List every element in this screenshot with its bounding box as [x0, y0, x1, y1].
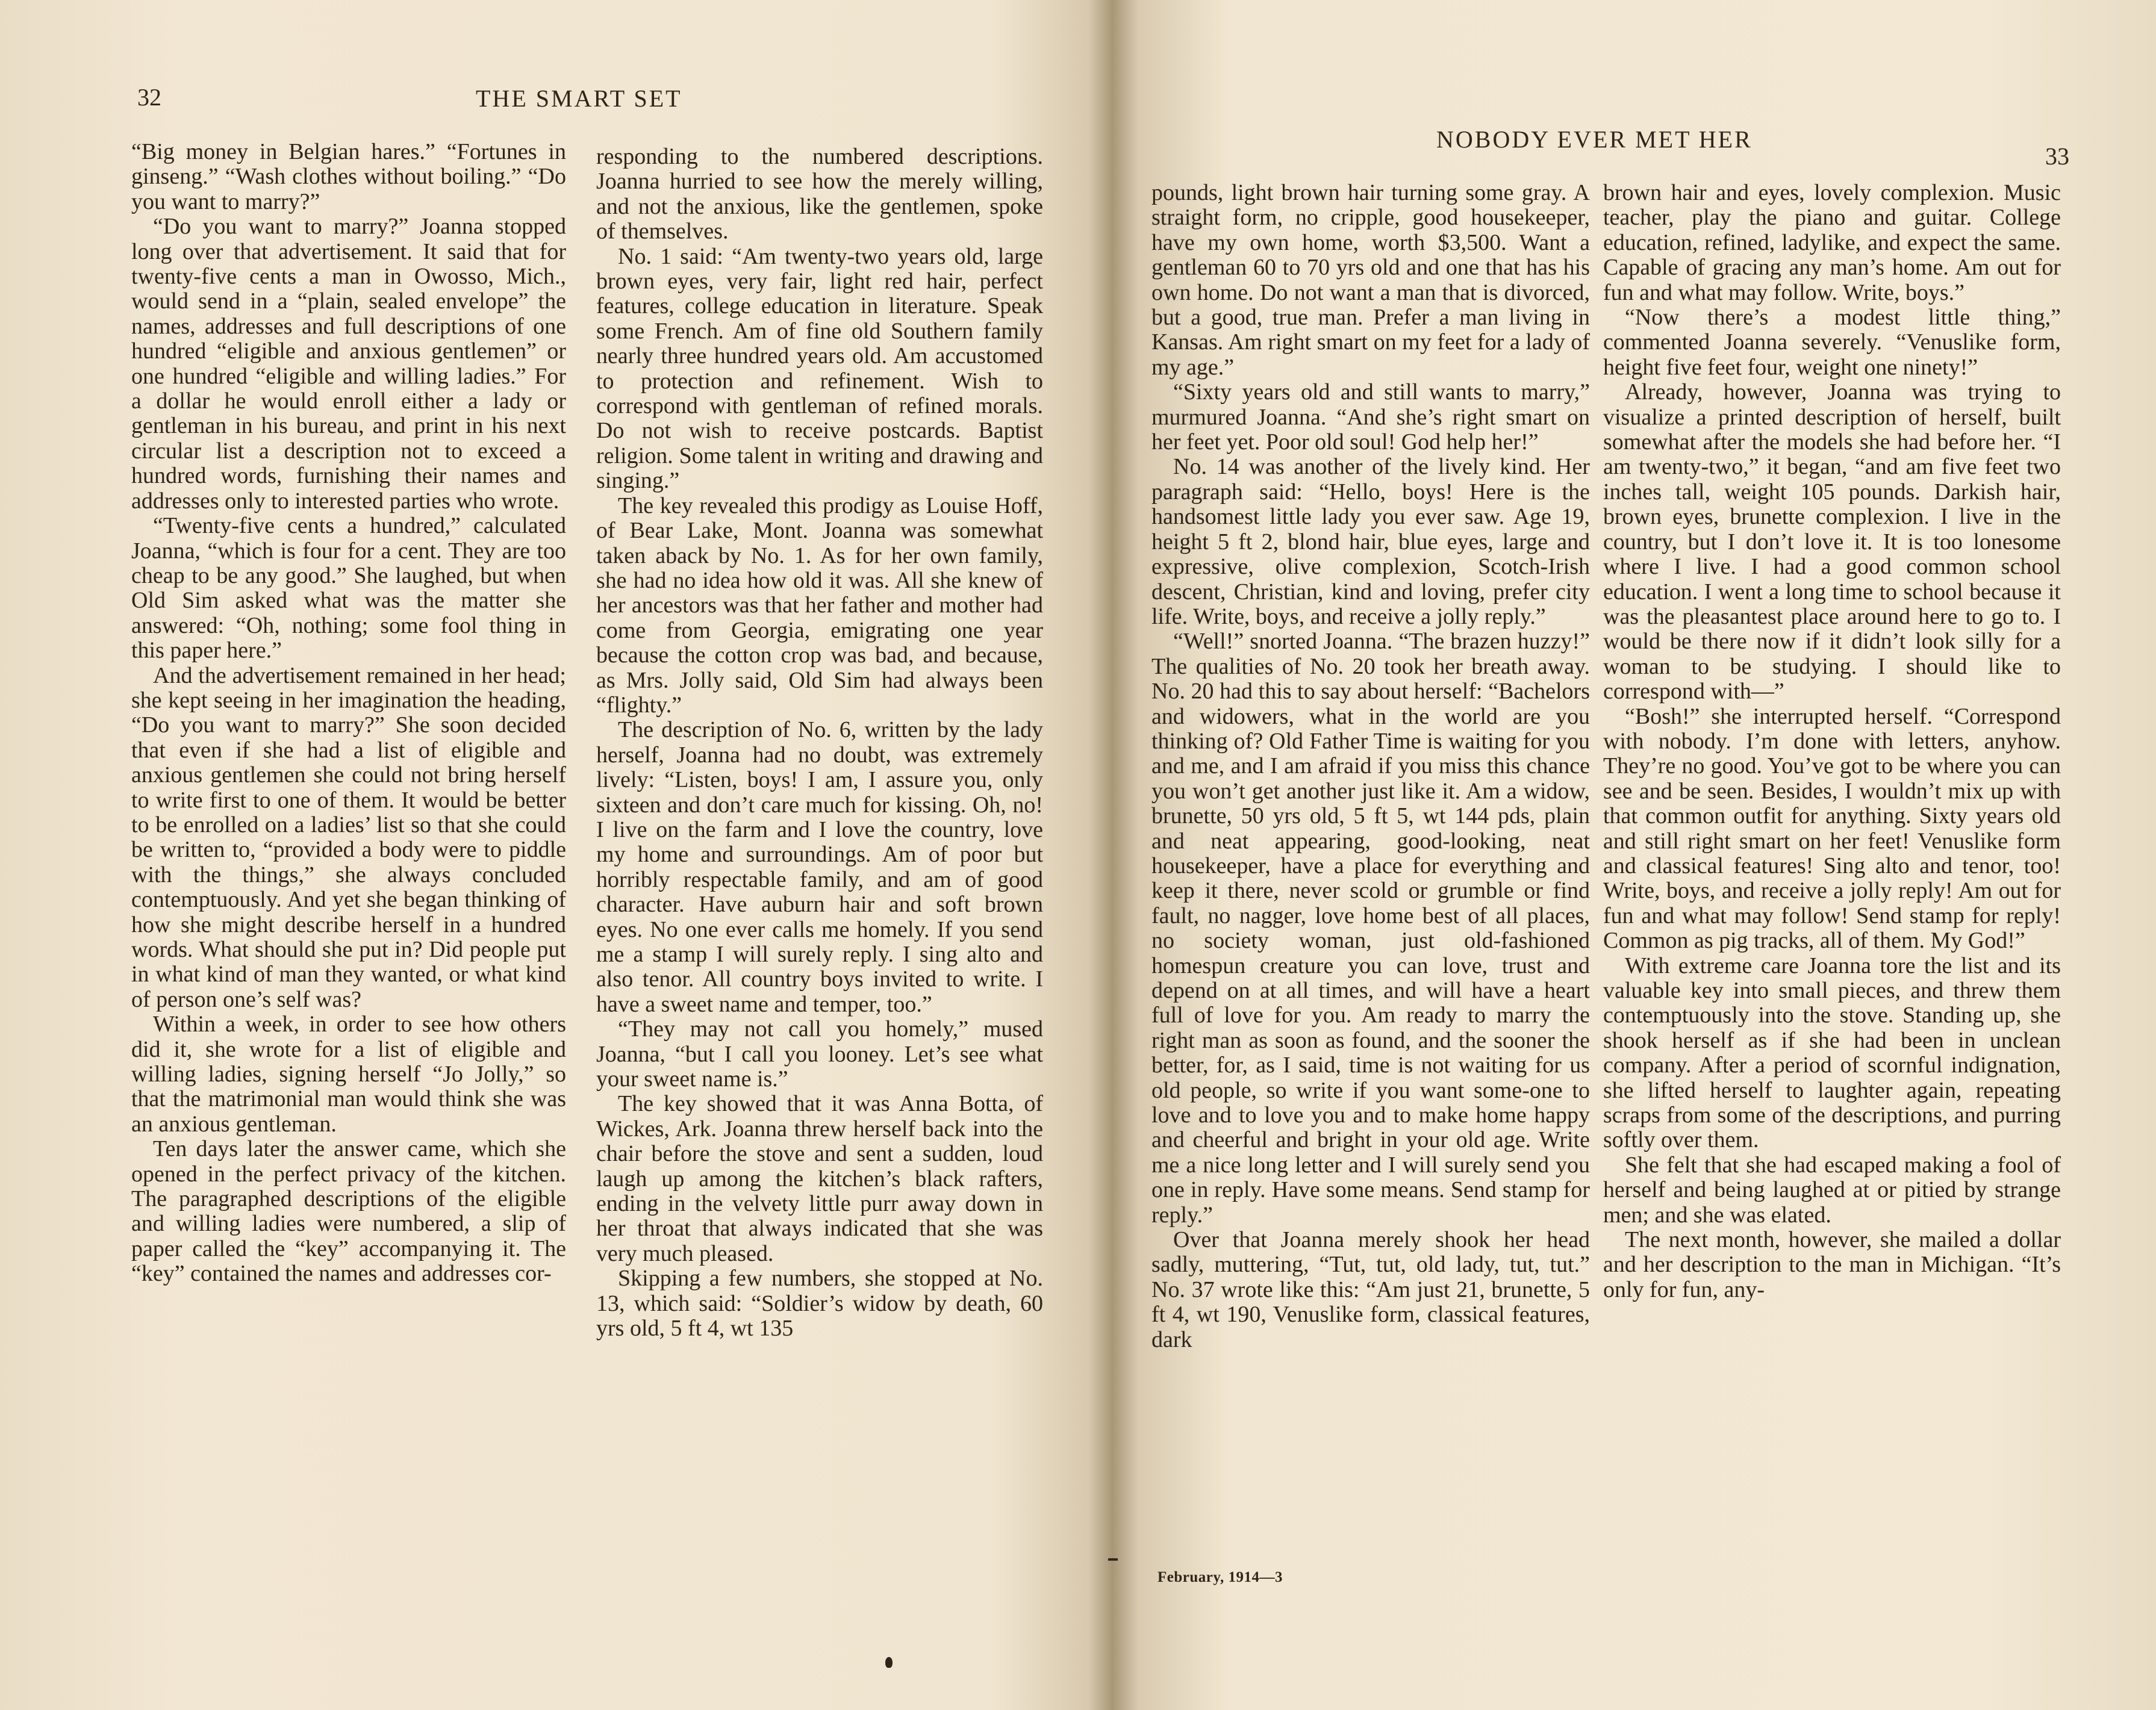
paragraph: With extreme care Joanna tore the list and its valuable key into small pieces, and threw them contemptuously into the stove. Standing up, she shook herself as if she had been in unclean company. After a period of scornful indignation, she lifted herself to laughter again, repeating scraps from some of the descriptions, and purring softly over them.	[1603, 953, 2061, 1153]
paragraph: The key revealed this prodigy as Louise Hoff, of Bear Lake, Mont. Joanna was somewhat taken aback by No. 1. As for her own family, she had no idea how old it was. All she knew of her ancestors was that her father and mother had come from Georgia, emigrating one year because the cotton crop was bad, and because, as Mrs. Jolly said, Old Sim had always been “flighty.”	[596, 493, 1043, 718]
paragraph: “Big money in Belgian hares.” “Fortunes in ginseng.” “Wash clothes without boiling.” “Do you want to marry?”	[131, 139, 566, 214]
right-page-column-2	[1603, 181, 2061, 1302]
margin-dash	[1108, 1558, 1118, 1561]
paragraph: Ten days later the answer came, which she opened in the perfect privacy of the kitchen. The paragraphed descriptions of the eligible and willing ladies were numbered, a slip of paper called the “key” accompanying it. The “key” contained the names and addresses cor-	[131, 1136, 566, 1287]
running-head: NOBODY EVER MET HER	[1436, 126, 1753, 153]
paragraph: The key showed that it was Anna Botta, of Wickes, Ark. Joanna threw herself back into the chair before the stove and sent a sudden, loud laugh up among the kitchen’s black rafters, ending in the velvety little purr away down in her throat that always indicated that she was very much pleased.	[596, 1091, 1043, 1266]
paragraph: “Now there’s a modest little thing,” commented Joanna severely. “Venuslike form, height five feet four, weight one ninety!”	[1603, 305, 2061, 380]
paragraph: “Sixty years old and still wants to marry,” murmured Joanna. “And she’s right smart on her feet yet. Poor old soul! God help her!”	[1151, 379, 1590, 455]
page-number: 32	[137, 84, 161, 111]
paragraph: Skipping a few numbers, she stopped at No. 13, which said: “Soldier’s widow by death, 60 yrs old, 5 ft 4, wt 135	[596, 1266, 1043, 1342]
paragraph: The description of No. 6, written by the lady herself, Joanna had no doubt, was extremely lively: “Listen, boys! I am, I assure you, only sixteen and don’t care much for kissing. Oh, no! I live on the farm and I love the country, love my home and surroundings. Am of poor but horribly respectable family, and am of good character. Have auburn hair and soft brown eyes. No one ever calls me homely. If you send me a stamp I will surely reply. I sing alto and also tenor. All country boys invited to write. I have a sweet name and temper, too.”	[596, 717, 1043, 1017]
paragraph: And the advertisement remained in her head; she kept seeing in her imagination the heading, “Do you want to marry?” She soon decided that even if she had a list of eligible and anxious gentlemen she could not bring herself to write first to one of them. It would be better to be enrolled on a ladies’ list so that she could be written to, “provided a body were to piddle with the things,” she always concluded contemptuously. And yet she began thinking of how she might describe herself in a hundred words. What should she put in? Did people put in what kind of man they wanted, or what kind of person one’s self was?	[131, 662, 566, 1012]
paragraph: No. 14 was another of the lively kind. Her paragraph said: “Hello, boys! Here is the handsomest little lady you ever saw. Age 19, height 5 ft 2, blond hair, blue eyes, large and expressive, olive complexion, Scotch-Irish descent, Christian, kind and loving, prefer city life. Write, boys, and receive a jolly reply.”	[1151, 454, 1590, 629]
left-page-column-2	[596, 145, 1043, 1342]
paragraph: No. 1 said: “Am twenty-two years old, large brown eyes, very fair, light red hair, perfect features, college education in literature. Speak some French. Am of fine old Southern family nearly three hundred years old. Am accustomed to protection and refinement. Wish to correspond with gentleman of refined morals. Do not wish to receive postcards. Baptist religion. Some talent in writing and drawing and singing.”	[596, 243, 1043, 494]
paragraph: brown hair and eyes, lovely complexion. Music teacher, play the piano and guitar. College education, refined, ladylike, and expect the same. Capable of gracing any man’s home. Am out for fun and what may follow. Write, boys.”	[1603, 180, 2061, 305]
left-page-column-1	[131, 140, 566, 1287]
ink-smudge	[885, 1657, 893, 1668]
page-number: 33	[2045, 143, 2069, 170]
paragraph: responding to the numbered descriptions. Joanna hurried to see how the merely willing, and not the anxious, like the gentlemen, spoke of themselves.	[596, 144, 1043, 244]
left-page	[0, 0, 1066, 1710]
paragraph: “Bosh!” she interrupted herself. “Correspond with nobody. I’m done with letters, anyhow. They’re no good. You’ve got to be where you can see and be seen. Besides, I wouldn’t mix up with that common outfit for anything. Sixty years old and still right smart on her feet! Venuslike form and classical features! Sing alto and tenor, too! Write, boys, and receive a jolly reply! Am out for fun and what may follow! Send stamp for reply! Common as pig tracks, all of them. My God!”	[1603, 703, 2061, 954]
right-page	[1078, 0, 2156, 1710]
paragraph: Over that Joanna merely shook her head sadly, muttering, “Tut, tut, old lady, tut, tut.” No. 37 wrote like this: “Am just 21, brunette, 5 ft 4, wt 190, Venuslike form, classical features, dark	[1151, 1227, 1590, 1352]
paragraph: The next month, however, she mailed a dollar and her description to the man in Michigan. “It’s only for fun, any-	[1603, 1227, 2061, 1302]
paragraph: “They may not call you homely,” mused Joanna, “but I call you looney. Let’s see what your sweet name is.”	[596, 1016, 1043, 1092]
right-page-column-1	[1151, 181, 1590, 1352]
paragraph: “Twenty-five cents a hundred,” calculated Joanna, “which is four for a cent. They are too cheap to be any good.” She laughed, but when Old Sim asked what was the matter she answered: “Oh, nothing; some fool thing in this paper here.”	[131, 513, 566, 664]
paragraph: “Do you want to marry?” Joanna stopped long over that advertisement. It said that for twenty-five cents a man in Owosso, Mich., would send in a “plain, sealed envelope” the names, addresses and full descriptions of one hundred “eligible and anxious gentlemen” or one hundred “eligible and willing ladies.” For a dollar he would enroll either a lady or gentleman in his bureau, and print in his next circular list a description not to exceed a hundred words, furnishing their names and addresses only to interested parties who wrote.	[131, 214, 566, 514]
paragraph: She felt that she had escaped making a fool of herself and being laughed at or pitied by strange men; and she was elated.	[1603, 1152, 2061, 1228]
issue-date-footer: February, 1914—3	[1157, 1569, 1283, 1585]
paragraph: pounds, light brown hair turning some gray. A straight form, no cripple, good housekeeper, have my own home, worth $3,500. Want a gentleman 60 to 70 yrs old and one that has his own home. Do not want a man that is divorced, but a good, true man. Prefer a man living in Kansas. Am right smart on my feet for a lady of my age.”	[1151, 180, 1590, 380]
paragraph: Already, however, Joanna was trying to visualize a printed description of herself, built somewhat after the models she had before her. “I am twenty-two,” it began, “and am five feet two inches tall, weight 105 pounds. Darkish hair, brown eyes, brunette complexion. I live in the country, but I don’t love it. It is too lonesome where I live. I had a good common school education. I went a long time to school because it was the pleasantest place around here to go to. I would be there now if it didn’t look silly for a woman to be studying. I should like to correspond with—”	[1603, 379, 2061, 704]
paragraph: Within a week, in order to see how others did it, she wrote for a list of eligible and willing ladies, signing herself “Jo Jolly,” so that the matrimonial man would think she was an anxious gentleman.	[131, 1012, 566, 1137]
running-head: THE SMART SET	[476, 85, 682, 112]
paragraph: “Well!” snorted Joanna. “The brazen huzzy!” The qualities of No. 20 took her breath away. No. 20 had this to say about herself: “Bachelors and widowers, what in the world are you thinking of? Old Father Time is waiting for you and me, and I am afraid if you miss this chance you won’t get another just like it. Am a widow, brunette, 50 yrs old, 5 ft 5, wt 144 pds, plain and neat appearing, good-looking, neat housekeeper, have a place for everything and keep it there, never scold or grumble or find fault, no nagger, love home best of all places, no society woman, just old-fashioned homespun creature you can love, trust and depend on at all times, and will have a heart full of love for you. Am ready to marry the right man as soon as found, and the sooner the better, for, as I said, time is not waiting for us old people, so write if you want some-one to love and to love you and to make home happy and cheerful and bright in your old age. Write me a nice long letter and I will surely send you one in reply. Have some means. Send stamp for reply.”	[1151, 629, 1590, 1228]
